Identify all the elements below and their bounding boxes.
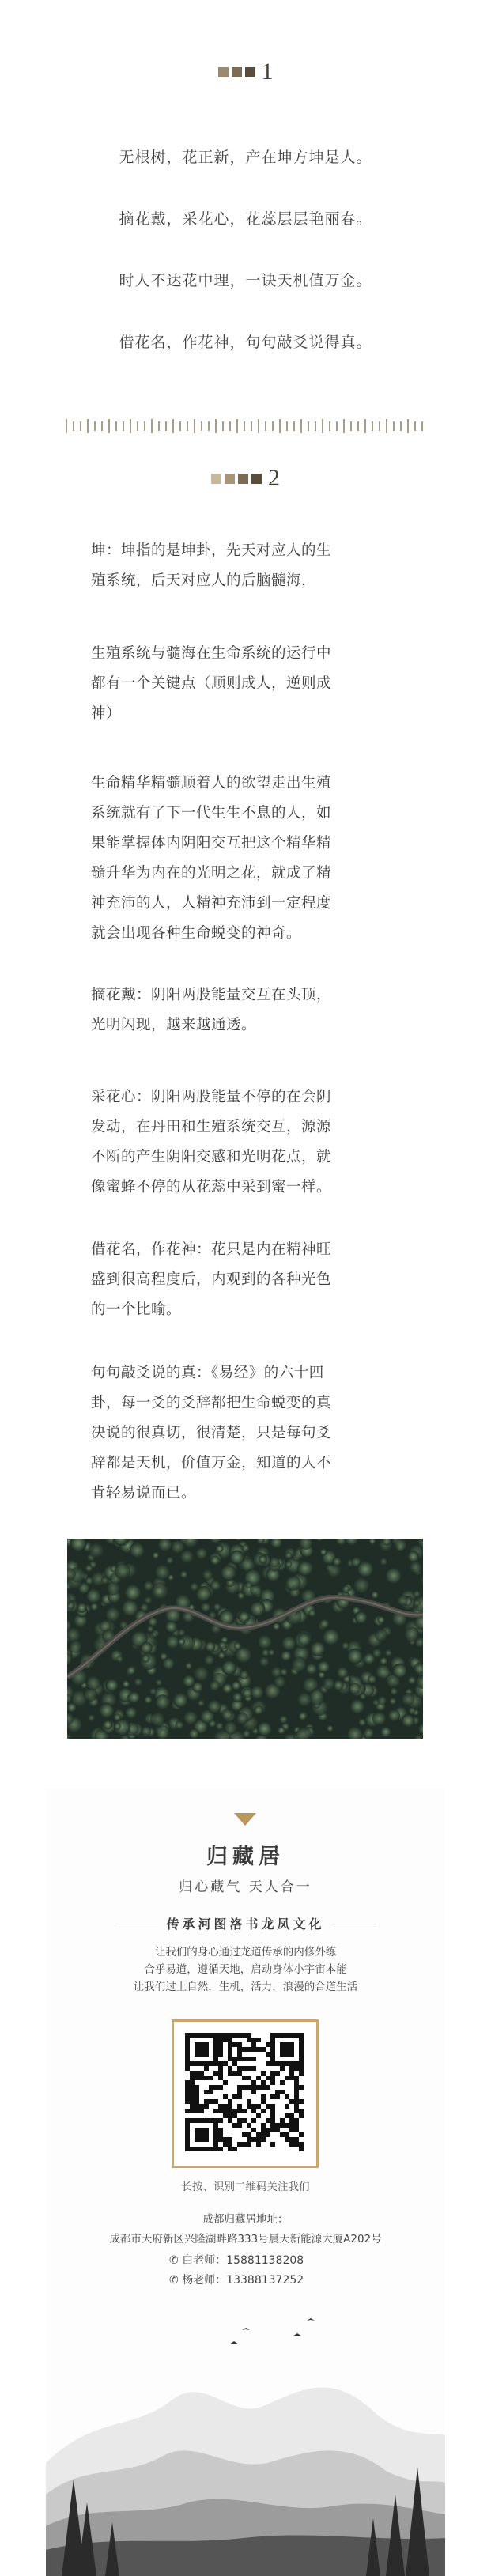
triangle-icon <box>234 1813 256 1826</box>
qr-caption: 长按、识别二维码关注我们 <box>181 2181 310 2193</box>
paragraph: 句句敲爻说的真：《易经》的六十四 卦，每一爻的爻辞都把生命蜕变的真 决说的很真切，很清楚，只是每句爻 辞都是天机，价值万金，知道的人不 肯轻易说而已。 <box>91 1365 332 1501</box>
address: 成都市天府新区兴隆湖畔路333号晨天新能源大厦A202号 <box>109 2233 382 2246</box>
intro-text: 让我们的身心通过龙道传承的内修外练 合乎易道，遵循天地，启动身体小宇宙本能 让我们过上自然，生机，活力，浪漫的合道生活 <box>133 1946 358 1993</box>
square-icon <box>225 474 235 484</box>
bird-icon <box>229 2341 239 2344</box>
square-icon <box>232 67 242 77</box>
square-icon <box>238 474 248 484</box>
bird-icon <box>242 2328 250 2330</box>
contact-phone[interactable]: 杨老师：13388137252 <box>182 2274 304 2287</box>
section-number: 2 <box>268 465 280 491</box>
paragraph: 生殖系统与髓海在生命系统的运行中 都有一个关键点（顺则成人，逆则成 神） <box>91 645 332 722</box>
section-2-header <box>0 465 491 492</box>
paragraph: 摘花戴：阴阳两股能量交互在头顶， 光明闪现，越来越通透。 <box>91 987 332 1033</box>
phone-icon: ✆ <box>169 2254 183 2267</box>
phone-icon: ✆ <box>169 2274 183 2287</box>
tagline-wrap <box>0 1914 491 1932</box>
section-1-header <box>0 59 491 85</box>
poem-line: 无根树，花正新，产在坤方坤是人。 <box>119 149 372 166</box>
contacts <box>169 2251 304 2291</box>
contact-phone[interactable]: 白老师：15881138208 <box>182 2254 304 2267</box>
brand-name: 归藏居 <box>206 1845 285 1869</box>
dashed-divider <box>66 417 426 435</box>
poem-line: 摘花戴，采花心，花蕊层层艳丽春。 <box>119 210 372 228</box>
paragraph: 借花名，作花神：花只是内在精神旺 盛到很高程度后，内观到的各种光色 的一个比喻。 <box>91 1241 332 1318</box>
paragraph: 生命精华精髓顺着人的欲望走出生殖 系统就有了下一代生生不息的人，如 果能掌握体内阴阳交互把这个精华精 髓升华为内在的光明之花，就成了精 神充沛的人，人精神充沛到一定程度 就会出现各种生命蜕变的神奇。 <box>91 775 332 942</box>
square-icon <box>218 67 229 77</box>
paragraph: 坤：坤指的是坤卦，先天对应人的生 殖系统，后天对应人的后脑髓海， <box>91 542 332 589</box>
square-icon <box>245 67 255 77</box>
square-icon <box>211 474 221 484</box>
tagline: 传承河图洛书龙凤文化 <box>158 1917 332 1932</box>
poem-line: 时人不达花中理，一诀天机值万金。 <box>119 272 372 289</box>
ink-landscape-illustration <box>46 2297 445 2576</box>
address-label: 成都归藏居地址： <box>202 2213 289 2226</box>
square-icon <box>251 474 262 484</box>
paragraph: 采花心：阴阳两股能量不停的在会阴 发动，在丹田和生殖系统交互，源源 不断的产生阴阳交感和光明花点，就 像蜜蜂不停的从花蕊中采到蜜一样。 <box>91 1089 332 1195</box>
section-number: 1 <box>261 59 274 85</box>
bird-icon <box>307 2318 315 2321</box>
poem-line: 借花名，作花神，句句敲爻说得真。 <box>119 334 372 351</box>
forest-road-photo <box>67 1539 423 1739</box>
bird-icon <box>293 2333 302 2336</box>
qr-code[interactable] <box>172 2019 319 2168</box>
brand-slogan: 归心藏气 天人合一 <box>179 1879 312 1895</box>
